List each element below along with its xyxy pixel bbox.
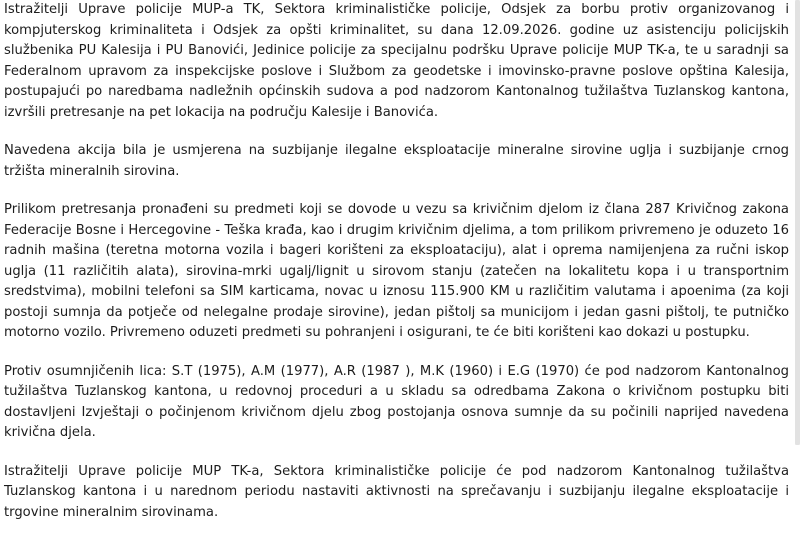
scrollbar-thumb[interactable]: [795, 0, 800, 445]
paragraph-suspects: Protiv osumnjičenih lica: S.T (1975), A.M (1977), A.R (1987 ), M.K (1960) i E.G (1970) će pod nadzorom Kantonalnog tužilaštva Tuzlanskog kantona, u redovnoj proceduri a u skladu sa odredbama Zakona o krivičnom postupku biti dostavljeni Izvještaji o počinjenom krivičnom djelu zbog postojanja osnova sumnje da su počinili naprijed navedena krivična djela.: [4, 363, 789, 440]
article-body: [4, 0, 789, 541]
scrollbar[interactable]: [795, 0, 800, 445]
paragraph-action-purpose: Navedena akcija bila je usmjerena na suzbijanje ilegalne eksploatacije mineralne sirovine uglja i suzbijanje crnog tržišta mineralnih sirovina.: [4, 143, 789, 179]
paragraph-search-operation: Istražitelji Uprave policije MUP-a TK, Sektora kriminalističke policije, Odsjek za borbu protiv organizovanog i kompjuterskog kriminaliteta i Odsjek za opšti kriminalitet, su dana 12.09.2026. godine uz asistenciju policijskih službenika PU Kalesija i PU Banovići, Jedinice policije za specijalnu podršku Uprave policije MUP TK-a, te u saradnji sa Federalnom upravom za inspekcijske poslove i Službom za geodetske i imovinsko-pravne poslove opština Kalesija, postupajući po naredbama nadležnih općinskih sudova a pod nadzorom Kantonalnog tužilaštva Tuzlanskog kantona, izvršili pretresanje na pet lokacija na području Kalesije i Banovića.: [4, 2, 789, 120]
paragraph-seized-items: Prilikom pretresanja pronađeni su predmeti koji se dovode u vezu sa krivičnim djelom iz člana 287 Krivičnog zakona Federacije Bosne i Hercegovine - Teška krađa, kao i drugim krivičnim djelima, a tom prilikom privremeno je oduzeto 16 radnih mašina (teretna motorna vozila i bageri korišteni za eksploataciju), alat i oprema namijenjena za ručni iskop uglja (11 različitih alata), sirovina-mrki ugalj/lignit u sirovom stanju (zatečen na lokalitetu kopa i u transportnim sredstvima), mobilni telefoni sa SIM karticama, novac u iznosu 115.900 KM u različitim valutama i apoenima (za koji postoji sumnja da potječe od nelegalne prodaje sirovine), jedan pištolj sa municijom i jedan gasni pištolj, te putničko motorno vozilo. Privremeno oduzeti predmeti su pohranjeni i osigurani, te će biti korišteni kao dokazi u postupku.: [4, 202, 789, 340]
paragraph-further-activities: Istražitelji Uprave policije MUP TK-a, Sektora kriminalističke policije će pod nadzorom Kantonalnog tužilaštva Tuzlanskog kantona i u narednom periodu nastaviti aktivnosti na sprečavanju i suzbijanju ilegalne eksploatacije i trgovine mineralnim sirovinama.: [4, 463, 789, 520]
